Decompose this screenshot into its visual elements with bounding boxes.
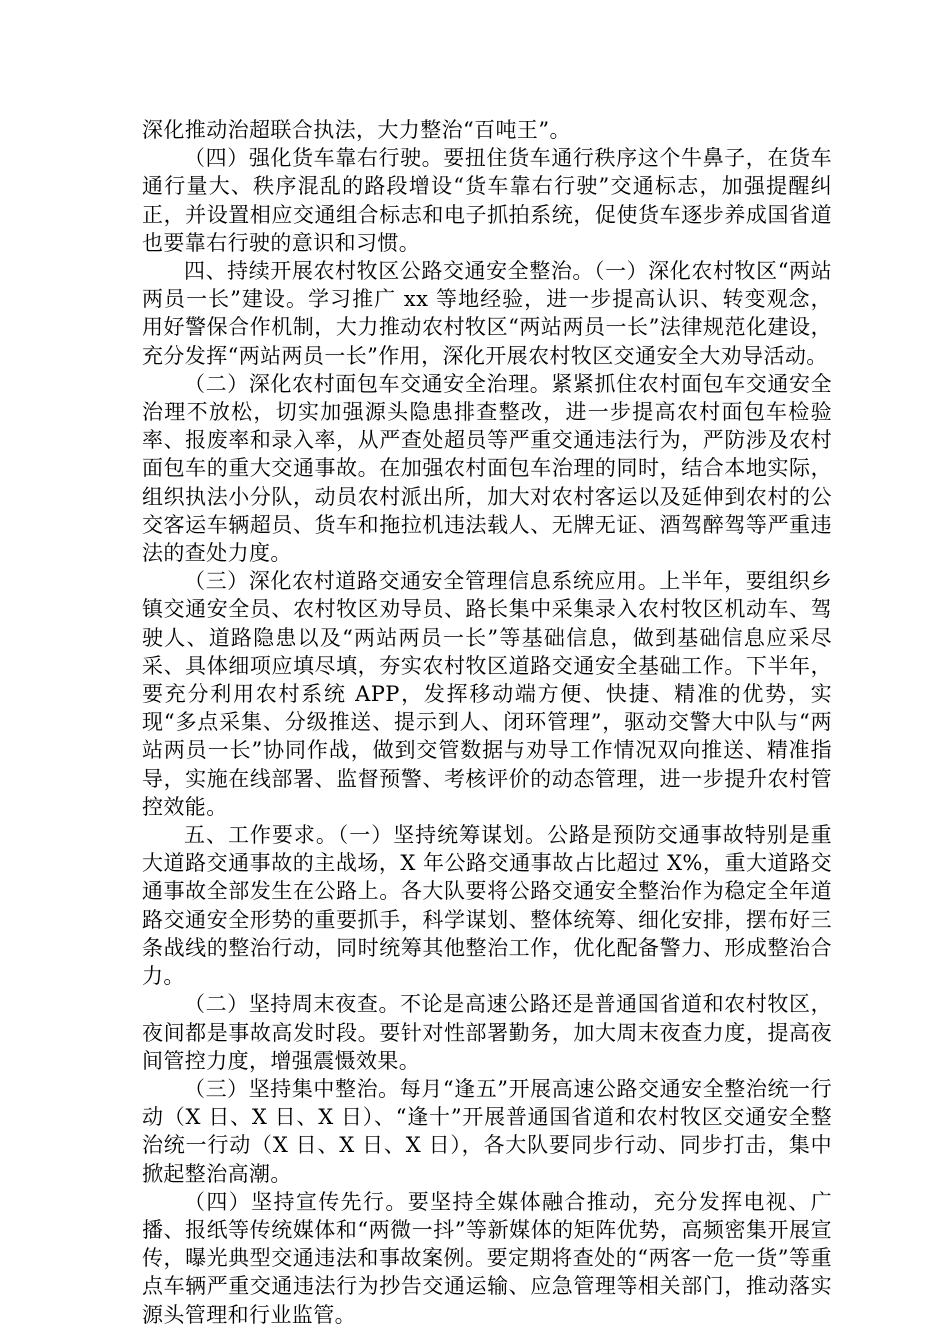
paragraph-rural-info-system: （三）深化农村道路交通安全管理信息系统应用。上半年，要组织乡镇交通安全员、农村牧区劝导员、路长集中采集录入农村牧区机动车、驾驶人、道路隐患以及“两站两员一长”等基础信息，做到基础信息应采尽采、具体细项应填尽填，夯实农村牧区道路交通安全基础工作。下半年，要充分利用农村系统 APP，发挥移动端方便、快捷、精准的优势，实现“多点采集、分级推送、提示到人、闭环管理”，驱动交警大中队与“两站两员一长”协同作战，做到交管数据与劝导工作情况双向推送、精准指导，实施在线部署、监督预警、考核评价的动态管理，进一步提升农村管控效能。 [142,569,832,819]
paragraph-publicity-first: （四）坚持宣传先行。要坚持全媒体融合推动，充分发挥电视、广播、报纸等传统媒体和“两微一抖”等新媒体的矩阵优势，高频密集开展宣传，曝光典型交通违法和事故案例。要定期将查处的“两客一危一货”等重点车辆严重交通违法行为抄告交通运输、应急管理等相关部门，推动落实源头管理和行业监管。 [142,1189,832,1327]
paragraph-concentrated-rectification: （三）坚持集中整治。每月“逢五”开展高速公路交通安全整治统一行动（X 日、X 日、X 日）、“逢十”开展普通国省道和农村牧区交通安全整治统一行动（X 日、X 日、X 日），各大队要同步行动、同步打击，集中掀起整治高潮。 [142,1076,832,1186]
paragraph-continuation: 深化推动治超联合执法，大力整治“百吨王”。 [142,118,571,142]
paragraph-section-five: 五、工作要求。（一）坚持统筹谋划。公路是预防交通事故特别是重大道路交通事故的主战场，X 年公路交通事故占比超过 X%，重大道路交通事故全部发生在公路上。各大队要将公路交通安全整治作为稳定全年道路交通安全形势的重要抓手，科学谋划、整体统筹、细化安排，摆布好三条战线的整治行动，同时统筹其他整治工作，优化配备警力、形成整治合力。 [142,823,832,989]
paragraph-weekend-night-check: （二）坚持周末夜查。不论是高速公路还是普通国省道和农村牧区，夜间都是事故高发时段。要针对性部署勤务，加大周末夜查力度，提高夜间管控力度，增强震慑效果。 [142,992,832,1073]
document-body [142,116,832,1329]
paragraph-section-four: 四、持续开展农村牧区公路交通安全整治。（一）深化农村牧区“两站两员一长”建设。学习推广 xx 等地经验，进一步提高认识、转变观念，用好警保合作机制，大力推动农村牧区“两站两员一长”法律规范化建设，充分发挥“两站两员一长”作用，深化开展农村牧区交通安全大劝导活动。 [142,259,832,368]
paragraph-truck-keep-right: （四）强化货车靠右行驶。要扭住货车通行秩序这个牛鼻子，在货车通行量大、秩序混乱的路段增设“货车靠右行驶”交通标志，加强提醒纠正，并设置相应交通组合标志和电子抓拍系统，促使货车逐步养成国省道也要靠右行驶的意识和习惯。 [142,146,832,255]
paragraph-rural-van-safety: （二）深化农村面包车交通安全治理。紧紧抓住农村面包车交通安全治理不放松，切实加强源头隐患排查整改，进一步提高农村面包车检验率、报废率和录入率，从严查处超员等严重交通违法行为，严防涉及农村面包车的重大交通事故。在加强农村面包车治理的同时，结合本地实际，组织执法小分队，动员农村派出所，加大对农村客运以及延伸到农村的公交客运车辆超员、货车和拖拉机违法载人、无牌无证、酒驾醉驾等严重违法的查处力度。 [142,371,832,566]
